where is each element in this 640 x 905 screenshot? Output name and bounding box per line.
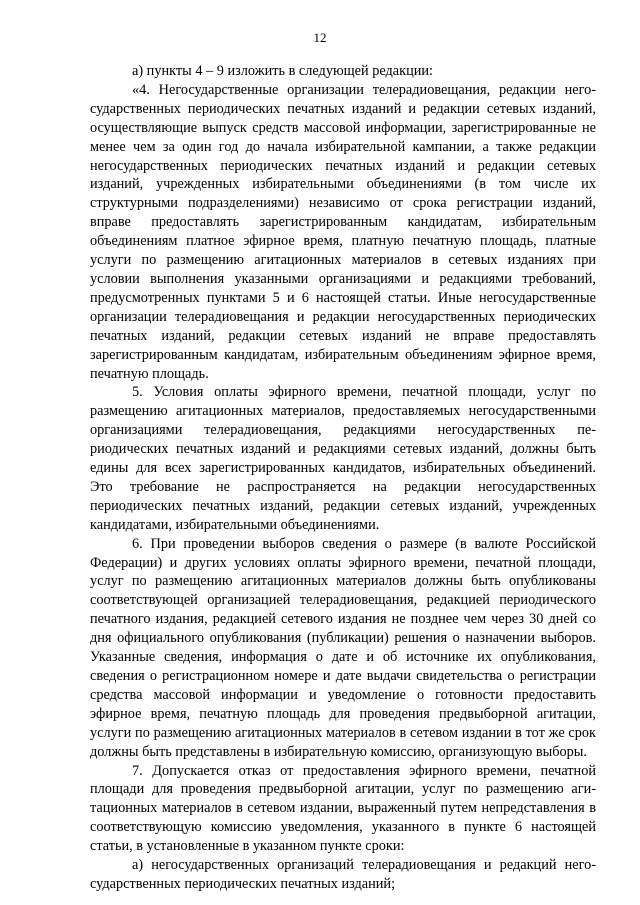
paragraph-intro: а) пункты 4 – 9 изложить в следующей редакции: [132,63,434,79]
paragraph-item-5: 5. Условия оплаты эфирного времени, печатной площади, услуг по размещению агитационных материалов, предоставляемых негосударственными организациями телерадиовещания, редакциями негосударственных периодических печатных изданий и редакциями сетевых изданий, должны быть едины для всех зарегистрированных кандидатов, избирательных объединений. Это требование не распространяется на редакции негосударственных периодических печатных изданий, редакции сетевых изданий, учрежденных кандидатами, избирательными объединениями. [90,384,596,533]
paragraph-item-4: «4. Негосударственные организации телерадиовещания, редакции негосударственных периодических печатных изданий и редакции сетевых изданий, осуществляющие выпуск средств массовой информации, зарегистрированные не менее чем за один год до начала избирательной кампании, а также редакции негосударственных периодических печатных изданий и редакции сетевых изданий, учрежденных избирательными объединениями (в том числе их структурными подразделениями) независимо от срока регистрации изданий, вправе предоставлять зарегистрированным кандидатам, избирательным объединениям платное эфирное время, платную печатную площадь, платные услуги по размещению агитационных материалов в сетевых изданиях при условии выполнения указанными организациями и редакциями требований, предусмотренных пунктами 5 и 6 настоящей статьи. Иные негосударственные организации телерадиовещания и редакции негосударственных периодических печатных изданий, редакции сетевых изданий не вправе предоставлять зарегистрированным кандидатам, избирательным объединениям эфирное время, печатную площадь. [90,81,596,382]
page-body [90,62,596,894]
page-number: 12 [313,30,327,45]
paragraph-item-7: 7. Допускается отказ от предоставления эфирного времени, печатной площади для проведения предвыборной агитации, услуг по размещению агитационных материалов в сетевом издании, выраженный путем непредставления в соответствующую комиссию уведомления, указанного в пункте 6 настоящей статьи, в установленные в указанном пункте сроки: [90,762,596,855]
paragraph-item-6: 6. При проведении выборов сведения о размере (в валюте Российской Федерации) и других условиях оплаты эфирного времени, печатной площади, услуг по размещению агитационных материалов должны быть опубликованы соответствующей организацией телерадиовещания, редакцией периодического печатного издания, редакцией сетевого издания не позднее чем через 30 дней со дня официального опубликования (публикации) решения о назначении выборов. Указанные сведения, информация о дате и об источнике их опубликования, сведения о регистрационном номере и дате выдачи свидетельства о регистрации средства массовой информации и уведомление о готовности предоставить эфирное время, печатную площадь для проведения предвыборной агитации, услуги по размещению агитационных материалов в сетевом издании в тот же срок должны быть представлены в избирательную комиссию, организующую выборы. [90,535,596,760]
paragraph-subitem-a: а) негосударственных организаций телерадиовещания и редакций негосударственных периодических печатных изданий; [90,857,596,892]
